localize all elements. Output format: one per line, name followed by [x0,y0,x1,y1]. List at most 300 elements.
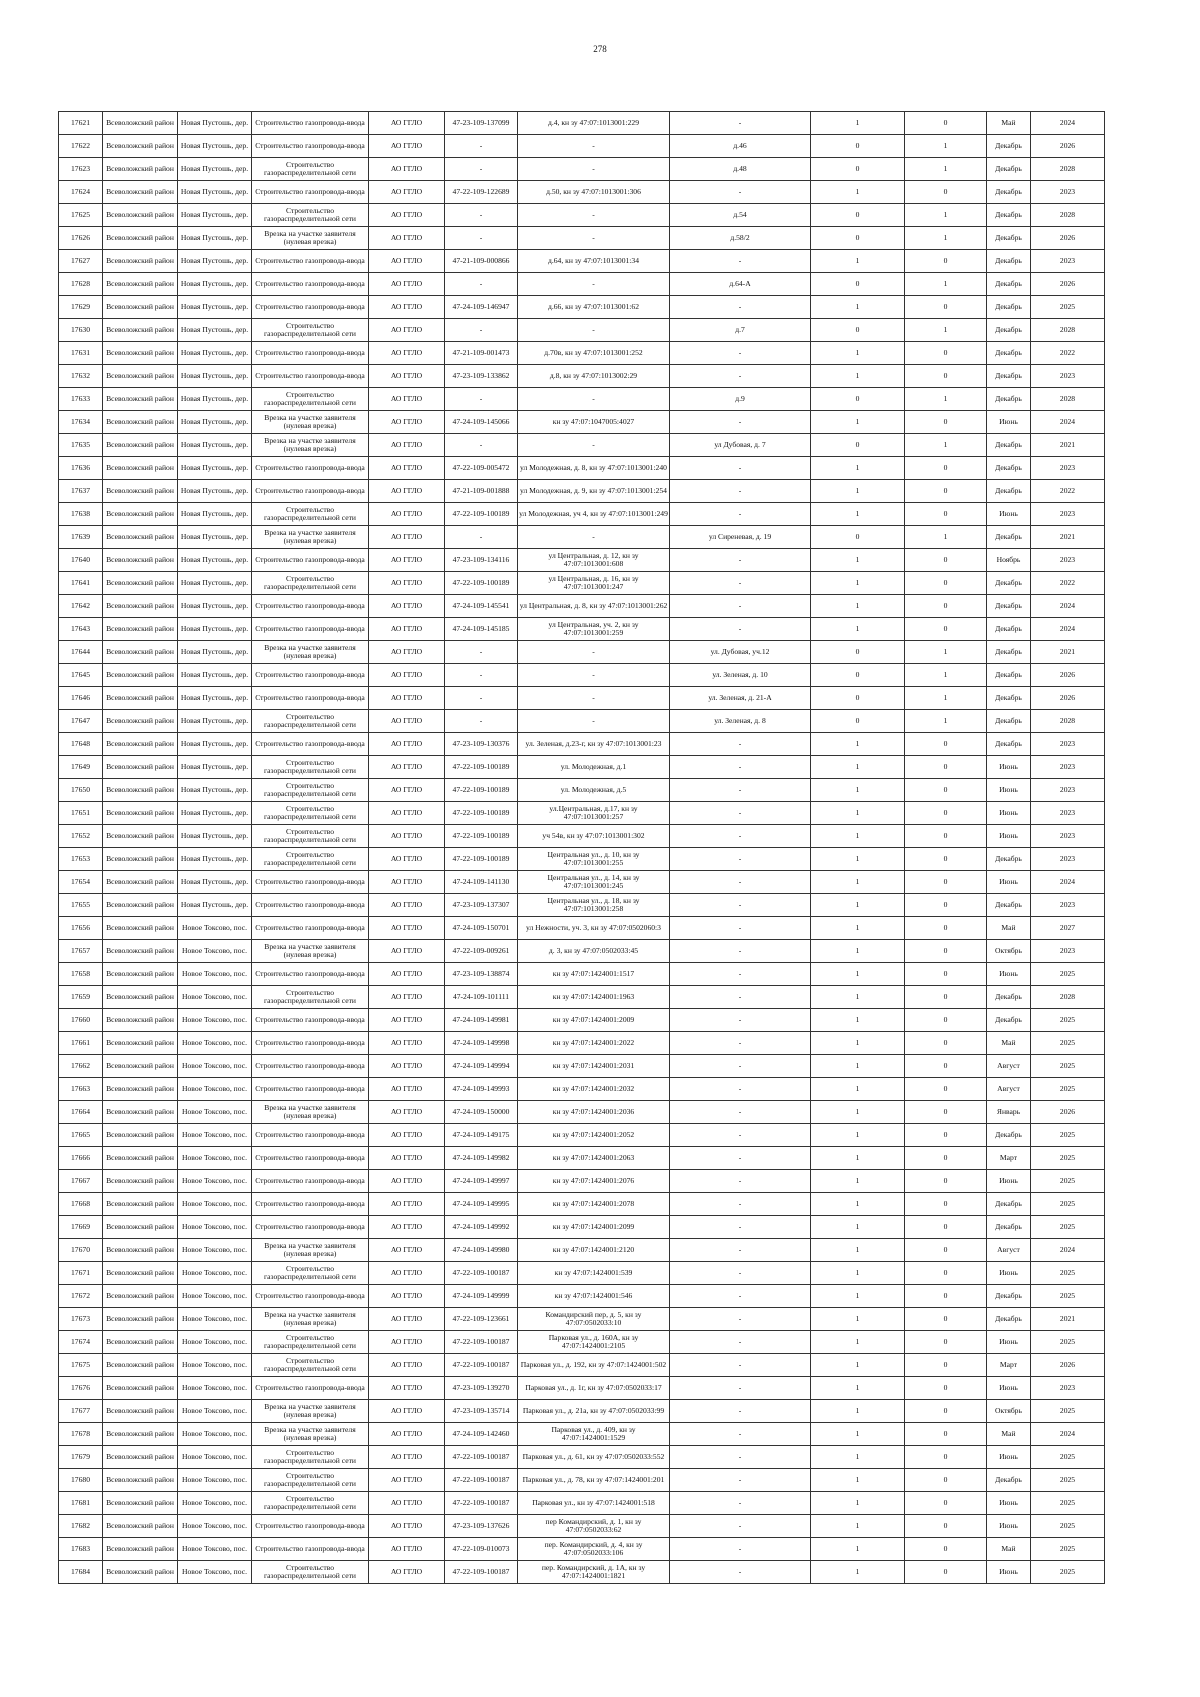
cell-locality: Новая Пустошь, дер. [178,250,252,273]
cell-month: Декабрь [987,664,1031,687]
cell-organization: АО ГГЛО [369,227,445,250]
cell-planned-address: ул Сиреневая, д. 19 [670,526,811,549]
cell-count-b: 0 [905,1538,987,1561]
cell-count-b: 1 [905,388,987,411]
cell-row-number: 17648 [59,733,103,756]
cell-planned-address: - [670,1170,811,1193]
cell-count-b: 1 [905,227,987,250]
cell-organization: АО ГГЛО [369,388,445,411]
cell-planned-address: - [670,112,811,135]
cell-work-type: Строительство газораспределительной сети [252,1561,369,1584]
cell-request-number: 47-24-109-149995 [445,1193,518,1216]
cell-cadastral-address: Парковая ул., кн зу 47:07:1424001:518 [518,1492,670,1515]
cell-count-b: 0 [905,779,987,802]
cell-locality: Новая Пустошь, дер. [178,388,252,411]
cell-count-b: 0 [905,1032,987,1055]
table-row [59,1032,1105,1055]
cell-count-a: 0 [811,273,905,296]
cell-cadastral-address: кн зу 47:07:1424001:2052 [518,1124,670,1147]
table-row [59,1423,1105,1446]
cell-month: Июнь [987,1262,1031,1285]
cell-count-a: 1 [811,1377,905,1400]
cell-district: Всеволожский район [103,480,178,503]
cell-locality: Новая Пустошь, дер. [178,848,252,871]
cell-request-number: 47-24-109-149981 [445,1009,518,1032]
cell-year: 2025 [1031,296,1105,319]
cell-work-type: Строительство газораспределительной сети [252,1331,369,1354]
cell-work-type: Строительство газораспределительной сети [252,779,369,802]
cell-planned-address: - [670,1354,811,1377]
cell-locality: Новое Токсово, пос. [178,1331,252,1354]
cell-planned-address: - [670,756,811,779]
table-row [59,1308,1105,1331]
cell-count-b: 0 [905,1055,987,1078]
cell-district: Всеволожский район [103,1009,178,1032]
cell-cadastral-address: - [518,687,670,710]
cell-district: Всеволожский район [103,204,178,227]
cell-organization: АО ГГЛО [369,365,445,388]
cell-request-number: 47-21-109-001888 [445,480,518,503]
cell-request-number: 47-22-109-009261 [445,940,518,963]
cell-organization: АО ГГЛО [369,687,445,710]
cell-work-type: Строительство газораспределительной сети [252,1354,369,1377]
cell-work-type: Врезка на участке заявителя (нулевая врезка) [252,1400,369,1423]
cell-count-b: 0 [905,503,987,526]
cell-organization: АО ГГЛО [369,1055,445,1078]
cell-request-number: 47-22-109-100187 [445,1262,518,1285]
cell-district: Всеволожский район [103,1515,178,1538]
cell-count-a: 1 [811,963,905,986]
cell-request-number: 47-24-109-145066 [445,411,518,434]
cell-count-b: 0 [905,986,987,1009]
cell-locality: Новая Пустошь, дер. [178,687,252,710]
cell-work-type: Врезка на участке заявителя (нулевая врезка) [252,641,369,664]
cell-year: 2026 [1031,1354,1105,1377]
cell-work-type: Строительство газопровода-ввода [252,595,369,618]
cell-count-b: 0 [905,963,987,986]
cell-cadastral-address: - [518,664,670,687]
cell-count-a: 1 [811,1423,905,1446]
cell-organization: АО ГГЛО [369,1446,445,1469]
cell-locality: Новое Токсово, пос. [178,1354,252,1377]
cell-work-type: Строительство газораспределительной сети [252,1446,369,1469]
cell-year: 2025 [1031,1515,1105,1538]
cell-count-b: 1 [905,319,987,342]
table-row [59,181,1105,204]
cell-count-b: 0 [905,1331,987,1354]
table-row [59,1101,1105,1124]
cell-year: 2025 [1031,1285,1105,1308]
cell-month: Декабрь [987,1216,1031,1239]
cell-district: Всеволожский район [103,296,178,319]
cell-count-b: 0 [905,1170,987,1193]
cell-planned-address: - [670,871,811,894]
cell-district: Всеволожский район [103,1377,178,1400]
cell-organization: АО ГГЛО [369,1078,445,1101]
cell-request-number: 47-23-109-130376 [445,733,518,756]
cell-row-number: 17667 [59,1170,103,1193]
cell-request-number: 47-22-109-100187 [445,1469,518,1492]
cell-district: Всеволожский район [103,963,178,986]
cell-cadastral-address: д. 3, кн зу 47:07:0502033:45 [518,940,670,963]
cell-planned-address: - [670,250,811,273]
cell-count-a: 1 [811,802,905,825]
cell-year: 2023 [1031,940,1105,963]
cell-count-b: 1 [905,158,987,181]
cell-cadastral-address: ул. Молодежная, д.1 [518,756,670,779]
cell-locality: Новое Токсово, пос. [178,917,252,940]
table-row [59,894,1105,917]
cell-row-number: 17679 [59,1446,103,1469]
cell-count-a: 1 [811,296,905,319]
cell-count-a: 1 [811,1147,905,1170]
cell-organization: АО ГГЛО [369,526,445,549]
cell-organization: АО ГГЛО [369,204,445,227]
cell-row-number: 17669 [59,1216,103,1239]
cell-cadastral-address: - [518,434,670,457]
cell-month: Август [987,1055,1031,1078]
cell-count-b: 0 [905,1308,987,1331]
cell-month: Декабрь [987,135,1031,158]
cell-organization: АО ГГЛО [369,181,445,204]
cell-planned-address: - [670,503,811,526]
cell-count-b: 0 [905,917,987,940]
cell-year: 2025 [1031,1147,1105,1170]
cell-year: 2024 [1031,871,1105,894]
cell-locality: Новое Токсово, пос. [178,1400,252,1423]
cell-planned-address: - [670,1377,811,1400]
cell-organization: АО ГГЛО [369,112,445,135]
cell-organization: АО ГГЛО [369,1423,445,1446]
cell-count-b: 0 [905,756,987,779]
cell-month: Декабрь [987,388,1031,411]
cell-organization: АО ГГЛО [369,250,445,273]
cell-work-type: Врезка на участке заявителя (нулевая врезка) [252,1423,369,1446]
cell-locality: Новая Пустошь, дер. [178,572,252,595]
cell-count-a: 1 [811,1538,905,1561]
cell-row-number: 17649 [59,756,103,779]
cell-row-number: 17638 [59,503,103,526]
table-row [59,319,1105,342]
cell-planned-address: - [670,1538,811,1561]
cell-locality: Новая Пустошь, дер. [178,664,252,687]
cell-district: Всеволожский район [103,319,178,342]
cell-work-type: Строительство газораспределительной сети [252,756,369,779]
cell-locality: Новая Пустошь, дер. [178,296,252,319]
cell-year: 2021 [1031,1308,1105,1331]
cell-cadastral-address: ул. Зеленая, д.23-г, кн зу 47:07:1013001:23 [518,733,670,756]
cell-month: Декабрь [987,848,1031,871]
cell-year: 2025 [1031,1032,1105,1055]
cell-organization: АО ГГЛО [369,1561,445,1584]
cell-row-number: 17626 [59,227,103,250]
cell-count-a: 0 [811,526,905,549]
cell-work-type: Врезка на участке заявителя (нулевая врезка) [252,227,369,250]
cell-planned-address: д.58/2 [670,227,811,250]
cell-planned-address: - [670,181,811,204]
cell-month: Декабрь [987,710,1031,733]
cell-cadastral-address: д.50, кн зу 47:07:1013001:306 [518,181,670,204]
table-row [59,434,1105,457]
cell-work-type: Строительство газопровода-ввода [252,1055,369,1078]
cell-request-number: 47-22-109-100189 [445,779,518,802]
cell-month: Июнь [987,503,1031,526]
cell-request-number: - [445,204,518,227]
table-row [59,135,1105,158]
cell-month: Август [987,1239,1031,1262]
cell-row-number: 17670 [59,1239,103,1262]
cell-work-type: Строительство газопровода-ввода [252,273,369,296]
cell-work-type: Строительство газопровода-ввода [252,664,369,687]
cell-row-number: 17662 [59,1055,103,1078]
cell-work-type: Строительство газораспределительной сети [252,802,369,825]
cell-month: Декабрь [987,1124,1031,1147]
cell-district: Всеволожский район [103,1492,178,1515]
cell-row-number: 17646 [59,687,103,710]
cell-year: 2028 [1031,158,1105,181]
table-row [59,1492,1105,1515]
table-row [59,825,1105,848]
cell-row-number: 17672 [59,1285,103,1308]
cell-work-type: Строительство газораспределительной сети [252,848,369,871]
cell-count-b: 1 [905,641,987,664]
cell-count-b: 0 [905,572,987,595]
cell-cadastral-address: - [518,158,670,181]
cell-year: 2023 [1031,365,1105,388]
cell-planned-address: - [670,825,811,848]
cell-row-number: 17645 [59,664,103,687]
cell-organization: АО ГГЛО [369,342,445,365]
cell-work-type: Строительство газопровода-ввода [252,1032,369,1055]
cell-work-type: Строительство газопровода-ввода [252,733,369,756]
cell-count-b: 0 [905,181,987,204]
cell-district: Всеволожский район [103,871,178,894]
cell-cadastral-address: пер. Командирский, д. 1А, кн зу 47:07:1424001:1821 [518,1561,670,1584]
cell-count-a: 1 [811,1308,905,1331]
cell-locality: Новая Пустошь, дер. [178,158,252,181]
cell-year: 2021 [1031,434,1105,457]
cell-request-number: 47-22-109-100189 [445,756,518,779]
cell-cadastral-address: ул Нежности, уч. 3, кн зу 47:07:0502060:3 [518,917,670,940]
table-row [59,1147,1105,1170]
cell-count-a: 1 [811,1285,905,1308]
cell-planned-address: - [670,595,811,618]
cell-locality: Новое Токсово, пос. [178,1078,252,1101]
cell-row-number: 17671 [59,1262,103,1285]
cell-planned-address: - [670,411,811,434]
cell-planned-address: - [670,549,811,572]
cell-organization: АО ГГЛО [369,848,445,871]
cell-month: Май [987,112,1031,135]
cell-count-b: 1 [905,687,987,710]
cell-request-number: 47-21-109-000866 [445,250,518,273]
cell-district: Всеволожский район [103,227,178,250]
cell-row-number: 17634 [59,411,103,434]
cell-count-b: 0 [905,894,987,917]
cell-year: 2025 [1031,1124,1105,1147]
cell-count-b: 0 [905,457,987,480]
cell-locality: Новое Токсово, пос. [178,1262,252,1285]
cell-locality: Новая Пустошь, дер. [178,802,252,825]
cell-request-number: 47-23-109-134116 [445,549,518,572]
cell-locality: Новое Токсово, пос. [178,1032,252,1055]
cell-planned-address: ул. Зеленая, д. 8 [670,710,811,733]
cell-count-b: 0 [905,1193,987,1216]
cell-work-type: Строительство газопровода-ввода [252,963,369,986]
cell-planned-address: - [670,1446,811,1469]
cell-month: Июнь [987,756,1031,779]
cell-organization: АО ГГЛО [369,802,445,825]
cell-work-type: Строительство газопровода-ввода [252,1009,369,1032]
cell-work-type: Строительство газопровода-ввода [252,687,369,710]
cell-organization: АО ГГЛО [369,1377,445,1400]
cell-organization: АО ГГЛО [369,158,445,181]
cell-planned-address: - [670,1515,811,1538]
cell-planned-address: - [670,618,811,641]
cell-cadastral-address: Центральная ул., д. 18, кн зу 47:07:1013001:258 [518,894,670,917]
cell-cadastral-address: кн зу 47:07:1424001:2076 [518,1170,670,1193]
cell-organization: АО ГГЛО [369,1262,445,1285]
cell-work-type: Строительство газопровода-ввода [252,1170,369,1193]
table-row [59,595,1105,618]
cell-count-a: 1 [811,549,905,572]
table-row [59,549,1105,572]
table-row [59,1009,1105,1032]
table-row [59,1561,1105,1584]
cell-row-number: 17657 [59,940,103,963]
cell-month: Декабрь [987,1308,1031,1331]
table-row [59,480,1105,503]
cell-count-a: 1 [811,917,905,940]
cell-planned-address: - [670,963,811,986]
cell-work-type: Строительство газопровода-ввода [252,549,369,572]
cell-count-a: 0 [811,641,905,664]
cell-district: Всеволожский район [103,1469,178,1492]
cell-work-type: Строительство газораспределительной сети [252,1492,369,1515]
cell-request-number: 47-22-109-123661 [445,1308,518,1331]
cell-request-number: 47-22-109-100189 [445,825,518,848]
table-row [59,112,1105,135]
cell-organization: АО ГГЛО [369,779,445,802]
cell-work-type: Строительство газопровода-ввода [252,480,369,503]
cell-cadastral-address: д.4, кн зу 47:07:1013001:229 [518,112,670,135]
cell-district: Всеволожский район [103,618,178,641]
cell-organization: АО ГГЛО [369,1492,445,1515]
cell-month: Декабрь [987,457,1031,480]
cell-month: Июнь [987,1561,1031,1584]
cell-work-type: Строительство газораспределительной сети [252,158,369,181]
cell-district: Всеволожский район [103,779,178,802]
cell-cadastral-address: д.64, кн зу 47:07:1013001:34 [518,250,670,273]
cell-month: Июнь [987,963,1031,986]
cell-count-b: 0 [905,618,987,641]
table-row [59,871,1105,894]
cell-count-a: 1 [811,250,905,273]
cell-count-b: 0 [905,1239,987,1262]
cell-organization: АО ГГЛО [369,618,445,641]
cell-planned-address: - [670,457,811,480]
cell-organization: АО ГГЛО [369,1101,445,1124]
cell-year: 2028 [1031,986,1105,1009]
cell-month: Декабрь [987,1009,1031,1032]
cell-count-b: 0 [905,1285,987,1308]
cell-locality: Новое Токсово, пос. [178,1492,252,1515]
cell-row-number: 17632 [59,365,103,388]
cell-organization: АО ГГЛО [369,595,445,618]
cell-work-type: Врезка на участке заявителя (нулевая врезка) [252,1308,369,1331]
cell-work-type: Врезка на участке заявителя (нулевая врезка) [252,526,369,549]
cell-locality: Новое Токсово, пос. [178,963,252,986]
cell-month: Июнь [987,871,1031,894]
cell-organization: АО ГГЛО [369,756,445,779]
cell-year: 2025 [1031,1331,1105,1354]
cell-district: Всеволожский район [103,549,178,572]
cell-row-number: 17636 [59,457,103,480]
cell-cadastral-address: - [518,227,670,250]
cell-count-a: 1 [811,1216,905,1239]
cell-planned-address: - [670,1469,811,1492]
cell-cadastral-address: кн зу 47:07:1424001:539 [518,1262,670,1285]
table-row [59,986,1105,1009]
cell-locality: Новое Токсово, пос. [178,1147,252,1170]
cell-organization: АО ГГЛО [369,1147,445,1170]
cell-row-number: 17650 [59,779,103,802]
cell-request-number: 47-22-109-100187 [445,1331,518,1354]
cell-work-type: Строительство газопровода-ввода [252,181,369,204]
cell-month: Декабрь [987,986,1031,1009]
table-row [59,1193,1105,1216]
cell-request-number: - [445,434,518,457]
cell-locality: Новое Токсово, пос. [178,1308,252,1331]
cell-planned-address: - [670,894,811,917]
cell-cadastral-address: ул Центральная, уч. 2, кн зу 47:07:1013001:259 [518,618,670,641]
cell-locality: Новая Пустошь, дер. [178,135,252,158]
cell-year: 2024 [1031,618,1105,641]
cell-count-a: 1 [811,1262,905,1285]
table-row [59,158,1105,181]
cell-district: Всеволожский район [103,1078,178,1101]
cell-planned-address: ул. Дубовая, уч.12 [670,641,811,664]
cell-planned-address: - [670,342,811,365]
cell-count-b: 0 [905,1469,987,1492]
cell-planned-address: - [670,802,811,825]
cell-cadastral-address: кн зу 47:07:1047005:4027 [518,411,670,434]
cell-count-a: 1 [811,1009,905,1032]
table-row [59,963,1105,986]
cell-count-a: 1 [811,411,905,434]
cell-organization: АО ГГЛО [369,480,445,503]
table-row [59,227,1105,250]
cell-district: Всеволожский район [103,457,178,480]
cell-request-number: 47-24-109-150701 [445,917,518,940]
cell-request-number: - [445,273,518,296]
cell-count-a: 1 [811,1354,905,1377]
cell-cadastral-address: кн зу 47:07:1424001:2022 [518,1032,670,1055]
cell-district: Всеволожский район [103,848,178,871]
cell-count-b: 0 [905,595,987,618]
cell-year: 2025 [1031,1055,1105,1078]
table-row [59,756,1105,779]
cell-locality: Новая Пустошь, дер. [178,756,252,779]
cell-planned-address: - [670,1032,811,1055]
cell-district: Всеволожский район [103,917,178,940]
cell-planned-address: - [670,1492,811,1515]
cell-cadastral-address: д.66, кн зу 47:07:1013001:62 [518,296,670,319]
cell-cadastral-address: ул Центральная, д. 12, кн зу 47:07:1013001:608 [518,549,670,572]
cell-month: Декабрь [987,181,1031,204]
cell-district: Всеволожский район [103,641,178,664]
cell-locality: Новое Токсово, пос. [178,940,252,963]
